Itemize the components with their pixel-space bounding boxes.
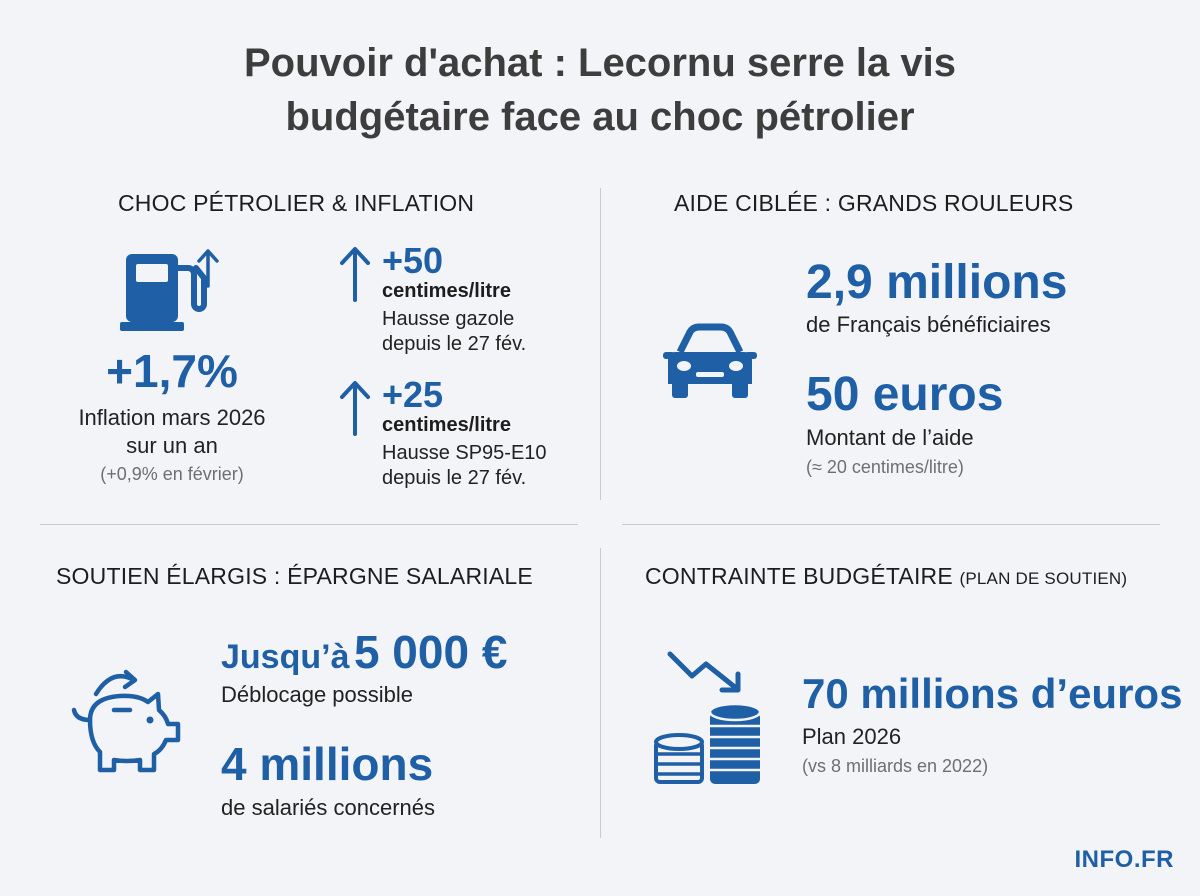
gazole-arrow-up-icon	[338, 246, 372, 302]
arrow-up-icon	[196, 248, 220, 288]
title-line-1: Pouvoir d'achat : Lecornu serre la vis	[244, 41, 956, 85]
aid-amount-note: (≈ 20 centimes/litre)	[806, 457, 964, 477]
gazole-label-2: depuis le 27 fév.	[382, 333, 527, 355]
sp95-value: +25	[382, 374, 444, 415]
section-title-aid: AIDE CIBLÉE : GRANDS ROULEURS	[674, 190, 1074, 216]
coins-down-icon	[652, 646, 764, 788]
beneficiaries-value: 2,9 millions	[806, 256, 1068, 309]
divider-vertical-top	[600, 188, 601, 500]
divider-vertical-bottom	[600, 548, 601, 838]
inflation-value: +1,7%	[106, 345, 238, 397]
page-title	[0, 36, 1200, 144]
section-title-oil: CHOC PÉTROLIER & INFLATION	[118, 190, 475, 216]
budget-title-main: CONTRAINTE BUDGÉTAIRE	[645, 563, 953, 589]
inflation-note: (+0,9% en février)	[100, 464, 244, 484]
sp95-label-2: depuis le 27 fév.	[382, 467, 527, 489]
brand-logo: INFO.FR	[1074, 846, 1174, 873]
employees-label: de salariés concernés	[221, 795, 436, 820]
budget-title-small: (PLAN DE SOUTIEN)	[959, 569, 1128, 588]
gazole-value: +50	[382, 240, 444, 281]
employees-value: 4 millions	[221, 738, 434, 790]
aid-amount-label: Montant de l’aide	[806, 425, 974, 450]
beneficiaries-label: de Français bénéficiaires	[806, 312, 1051, 337]
divider-horizontal-left	[40, 524, 578, 525]
gazole-label-1: Hausse gazole	[382, 308, 515, 330]
section-title-savings: SOUTIEN ÉLARGIS : ÉPARGNE SALARIALE	[56, 563, 533, 589]
aid-amount-value: 50 euros	[806, 368, 1004, 421]
savings-max-value: 5 000 €	[353, 626, 508, 678]
gazole-unit: centimes/litre	[382, 280, 511, 302]
title-line-2: budgétaire face au choc pétrolier	[285, 95, 915, 139]
sp95-label-1: Hausse SP95-E10	[382, 442, 547, 464]
plan-note: (vs 8 milliards en 2022)	[802, 756, 989, 776]
plan-label: Plan 2026	[802, 724, 902, 749]
inflation-label-2: sur un an	[126, 433, 218, 458]
section-title-budget	[645, 563, 1127, 590]
savings-max-label: Déblocage possible	[221, 682, 414, 707]
savings-max-prefix: Jusqu’à	[221, 638, 350, 676]
inflation-label-1: Inflation mars 2026	[78, 405, 266, 430]
car-icon	[662, 322, 758, 404]
sp95-unit: centimes/litre	[382, 414, 511, 436]
plan-value: 70 millions d’euros	[802, 670, 1183, 717]
piggy-bank-icon	[68, 664, 184, 776]
divider-horizontal-right	[622, 524, 1160, 525]
sp95-arrow-up-icon	[338, 380, 372, 436]
